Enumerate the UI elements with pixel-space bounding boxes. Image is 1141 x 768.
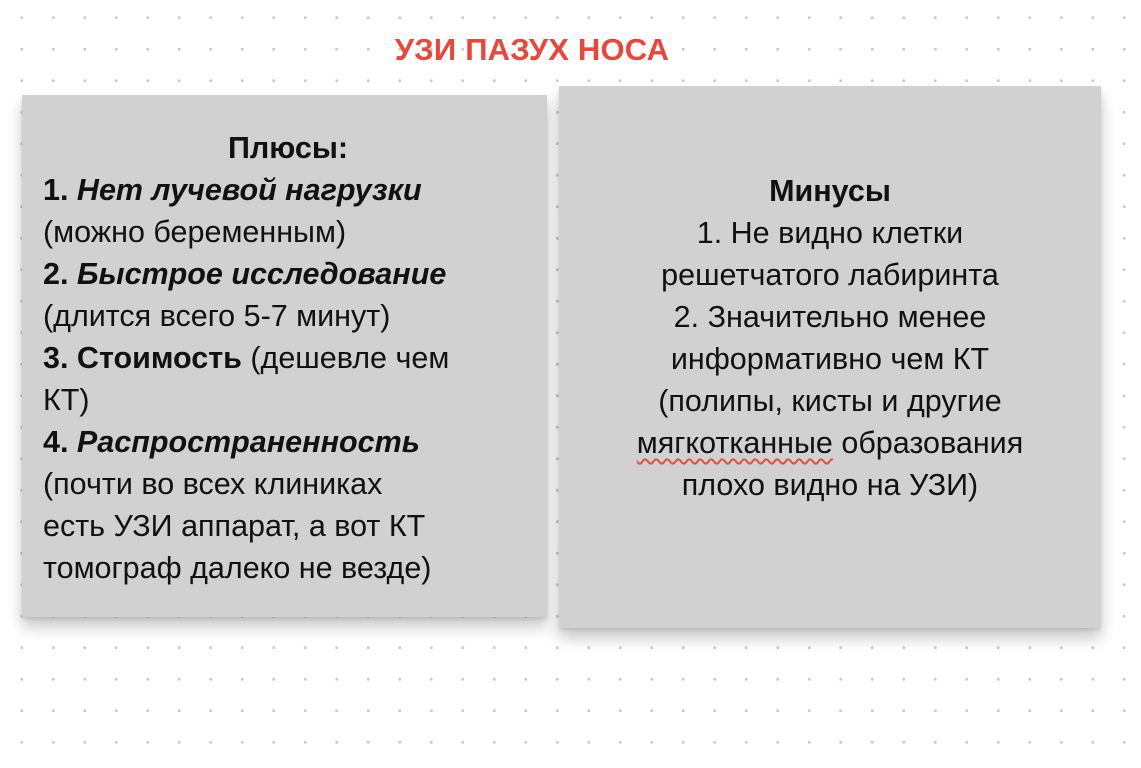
cons-line-6-rest: образования <box>841 426 1024 460</box>
board-title[interactable]: УЗИ ПАЗУХ НОСА <box>394 32 670 67</box>
cons-line-2: решетчатого лабиринта <box>661 258 999 292</box>
cons-line-1: 1. Не видно клетки <box>696 216 964 250</box>
pros-item-3-name: Стоимость <box>76 341 242 375</box>
cons-line-5: (полипы, кисты и другие <box>658 384 1002 418</box>
cons-line-7: плохо видно на УЗИ) <box>681 468 979 502</box>
pros-item-2-detail: (длится всего 5-7 минут) <box>43 299 391 333</box>
pros-item-1-number: 1. <box>43 173 69 207</box>
pros-item-1-name: Нет лучевой нагрузки <box>76 173 422 207</box>
pros-item-1-detail: (можно беременным) <box>43 215 347 249</box>
pros-item-2-number: 2. <box>43 257 69 291</box>
pros-item-1 <box>43 169 533 211</box>
pros-item-4-detail-1: (почти во всех клиниках <box>43 467 383 501</box>
pros-item-3 <box>43 337 533 379</box>
cons-line-6 <box>569 422 1091 464</box>
sticky-note-pros[interactable] <box>22 95 547 617</box>
sticky-note-cons[interactable] <box>559 86 1101 628</box>
cons-heading: Минусы <box>769 174 891 208</box>
pros-item-4 <box>43 421 533 463</box>
cons-line-3: 2. Значительно менее <box>673 300 987 334</box>
pros-item-4-detail-3: томограф далеко не везде) <box>43 551 432 585</box>
pros-item-4-name: Распространенность <box>76 425 420 459</box>
pros-item-3-number: 3. <box>43 341 69 375</box>
pros-item-3-detail-cont: КТ) <box>43 383 90 417</box>
pros-item-3-detail: (дешевле чем <box>250 341 450 375</box>
pros-item-4-detail-2: есть УЗИ аппарат, а вот КТ <box>43 509 426 543</box>
spellcheck-flagged-word[interactable]: мягкотканные <box>636 426 833 460</box>
cons-line-4: информативно чем КТ <box>670 342 990 376</box>
pros-item-2 <box>43 253 533 295</box>
pros-item-4-number: 4. <box>43 425 69 459</box>
pros-item-2-name: Быстрое исследование <box>76 257 447 291</box>
pros-heading: Плюсы: <box>227 131 349 165</box>
